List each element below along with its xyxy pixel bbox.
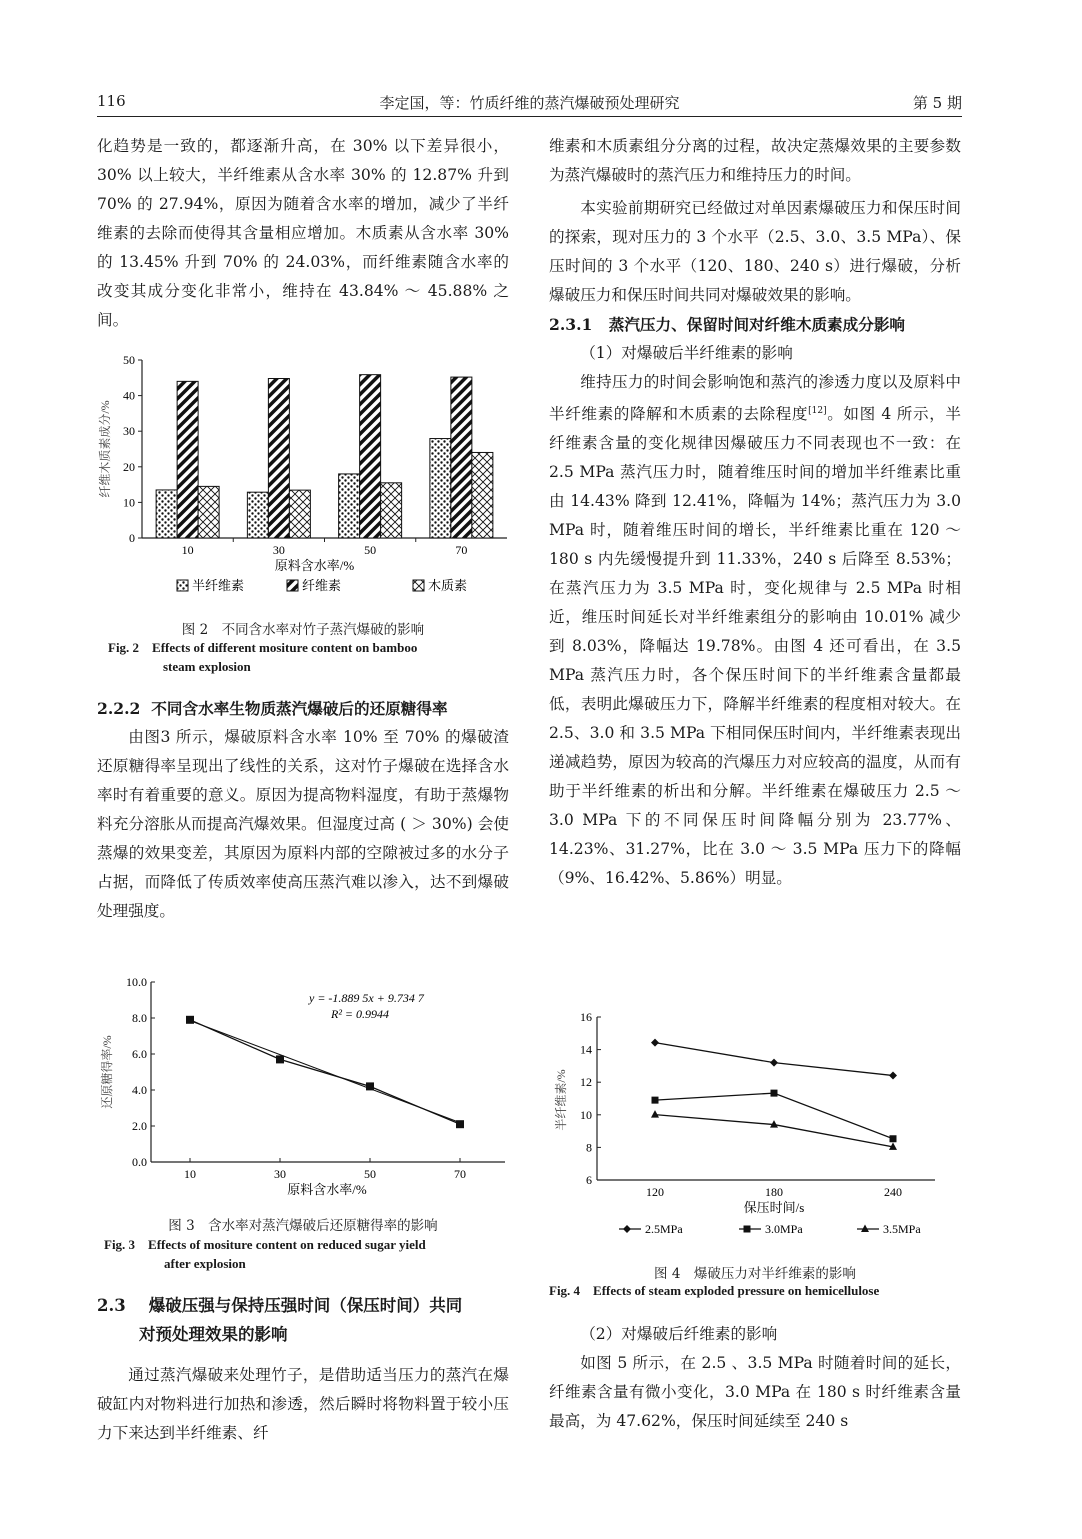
x-tick-label: 10 [184,1167,196,1181]
left-column-bottom [97,1291,509,1448]
data-point [889,1072,897,1080]
legend-label: 3.5MPa [883,1222,921,1236]
data-point [861,1225,869,1233]
y-tick-label: 0.0 [132,1155,147,1169]
issue-number: 第 5 期 [912,94,962,112]
x-tick-label: 70 [454,1167,466,1181]
x-tick-label: 50 [364,1167,376,1181]
y-tick-label: 12 [580,1075,592,1090]
data-point [623,1225,631,1233]
figure-3-caption-en [104,1235,426,1273]
paragraph: 化趋势是一致的，都逐渐升高，在 30% 以下差异很小，30% 以上较大，半纤维素从含水率 30% 的 12.87% 升到 70% 的 27.94%，原因为随着含水率的增加，减少了半纤维素的去除而使得其含量相应增加。木质素从含水率 30% 的 13.45% 升到 70% 的 24.03%，而纤维素随含水率的改变其成分变化非常小，维持在 43.84% ～ 45.88% 之间。 [97,137,509,329]
section-heading-2-3 [97,1291,509,1349]
x-tick-label: 240 [884,1185,902,1199]
bar [430,439,451,538]
figure-3-caption-cn: 图 3 含水率对蒸汽爆破后还原糖得率的影响 [168,1218,438,1234]
y-axis-label: 还原糖得率/% [100,1035,114,1109]
y-tick-label: 50 [123,353,135,367]
y-tick-label: 4.0 [132,1083,147,1097]
x-tick-label: 70 [455,543,468,557]
section-number: 2.3.1 [549,315,593,334]
bar [381,483,402,538]
bar [247,492,268,538]
paragraph: 维素和木质素组分分离的过程，故决定蒸爆效果的主要参数为蒸汽爆破时的蒸汽压力和维持压力的时间。 [549,137,961,184]
figure-4-caption-cn: 图 4 爆破压力对半纤维素的影响 [654,1266,856,1282]
legend-label: 木质素 [428,578,468,593]
y-tick-label: 2.0 [132,1119,147,1133]
data-point [771,1090,778,1097]
figure-3-line-chart [95,972,515,1202]
right-column-top [549,132,961,893]
x-tick-label: 50 [364,543,377,557]
section-title-cont: 对预处理效果的影响 [139,1325,288,1344]
y-tick-label: 6 [586,1173,592,1187]
data-point [651,1039,659,1047]
legend-swatch [177,580,188,591]
x-tick-label: 120 [646,1185,664,1199]
y-tick-label: 40 [123,388,135,403]
fit-line [190,1021,460,1123]
left-column-middle [97,694,509,926]
data-point [890,1135,897,1142]
x-tick-label: 30 [274,1167,286,1181]
bar [156,490,177,538]
figure-4-line-chart [549,1005,969,1255]
y-tick-label: 14 [580,1042,592,1057]
bar [289,490,310,538]
left-column-top [97,132,509,335]
x-tick-label: 10 [181,543,194,557]
caption-line: Fig. 3 Effects of mositure content on reduced sugar yield [104,1237,426,1252]
y-tick-label: 10 [123,495,135,510]
x-tick-label: 30 [272,543,285,557]
caption-line: after explosion [164,1256,246,1271]
y-tick-label: 6.0 [132,1047,147,1061]
data-point [770,1059,778,1067]
caption-line: steam explosion [163,659,251,674]
figure-2-bar-chart [95,350,515,600]
y-axis-label: 半纤维素/% [554,1069,568,1131]
x-tick-label: 180 [765,1185,783,1199]
y-tick-label: 10 [580,1107,592,1122]
section-heading-2-3-1 [549,310,961,339]
legend-swatch [413,580,424,591]
section-heading-2-2-2 [97,694,509,723]
data-point [186,1016,194,1024]
citation: [12] [808,406,827,416]
paragraph [549,368,961,893]
section-title: 不同含水率生物质蒸汽爆破后的还原糖得率 [151,699,448,718]
text-run: 维持压力的时间会影响饱和蒸汽的渗透力度以及原料中半纤维素的降解和木质素的去除程度 [549,373,961,424]
r-squared: R² = 0.9944 [331,1007,390,1021]
running-header [97,90,962,117]
legend-label: 3.0MPa [765,1222,803,1236]
bar [360,375,381,538]
subheading: （2）对爆破后纤维素的影响 [580,1325,778,1343]
right-column-bottom [549,1320,961,1436]
data-point [276,1055,284,1063]
paragraph: 本实验前期研究已经做过对单因素爆破压力和保压时间的探索，现对压力的 3 个水平（2.5、3.0、3.5 MPa）、保压时间的 3 个水平（120、180、240 s）进行爆破，分析爆破压力和保压时间共同对爆破效果的影响。 [549,199,961,304]
legend-label: 2.5MPa [645,1222,683,1236]
bar [268,379,289,538]
y-tick-label: 16 [580,1010,592,1024]
legend-label: 纤维素 [302,578,342,593]
y-tick-label: 0 [129,531,135,545]
x-axis-label: 原料含水率/% [287,1182,367,1197]
y-tick-label: 8.0 [132,1011,147,1025]
series-line [655,1115,893,1147]
figure-2-caption-cn: 图 2 不同含水率对竹子蒸汽爆破的影响 [181,622,425,638]
figure-2-caption-en [108,638,417,676]
section-title: 爆破压强与保持压强时间（保压时间）共同 [148,1296,463,1315]
caption-line: Fig. 2 Effects of different mositure content on bamboo [108,640,418,655]
running-title: 李定国，等：竹质纤维的蒸汽爆破预处理研究 [379,94,680,112]
subheading: （1）对爆破后半纤维素的影响 [580,344,793,362]
y-tick-label: 8 [586,1140,592,1155]
bar [472,452,493,538]
bar [451,377,472,538]
legend-label: 半纤维素 [192,578,245,593]
section-number: 2.3 [97,1296,126,1315]
data-point [652,1097,659,1104]
paragraph: 由图3 所示，爆破原料含水率 10% 至 70% 的爆破渣还原糖得率呈现出了线性的关系，这对竹子爆破在选择含水率时有着重要的意义。原因为提高物料湿度，有助于蒸爆物料充分溶胀从而提高汽爆效果。但湿度过高 ( ＞ 30%) 会使蒸爆的效果变差，其原因为原料内部的空隙被过多的水分子占据，而降低了传质效率使高压蒸汽难以渗入，达不到爆破处理强度。 [97,728,509,920]
fit-equation: y = -1.889 5x + 9.734 7 [309,991,424,1005]
section-title: 蒸汽压力、保留时间对纤维木质素成分影响 [608,315,906,334]
x-axis-label: 保压时间/s [743,1200,805,1215]
page-number: 116 [97,92,126,110]
paragraph: 通过蒸汽爆破来处理竹子，是借助适当压力的蒸汽在爆破缸内对物料进行加热和渗透，然后瞬时将物料置于较小压力下来达到半纤维素、纤 [97,1366,509,1442]
y-tick-label: 10.0 [126,975,147,989]
data-point [456,1120,464,1128]
y-tick-label: 20 [123,459,135,474]
legend-swatch [287,580,298,591]
paragraph: 如图 5 所示，在 2.5 、3.5 MPa 时随着时间的延长，纤维素含量有微小变化，3.0 MPa 在 180 s 时纤维素含量最高，为 47.62%，保压时间延续至 240 s [549,1354,961,1430]
text-run: 。如图 4 所示，半纤维素含量的变化规律因爆破压力不同表现也不一致：在 2.5 MPa 蒸汽压力时，随着维压时间的增加半纤维素比重由 14.43% 降到 12.41%，降幅为 14%；蒸汽压力为 3.0 MPa 时，随着维压时间的增长，半纤维素比重在 120 ～ 180 s 内先缓慢提升到 11.33%，240 s 后降至 8.53%；在蒸汽压力为 3.5 MPa 时，变化规律与 2.5 MPa 时相近，维压时间延长对半纤维素组分的影响由 10.01% 减少到 8.03%，降幅达 19.78%。由图 4 还可看出，在 3.5 MPa 蒸汽压力时，各个保压时间下的半纤维素含量都最低，表明此爆破压力下，降解半纤维素的程度相对较大。在 2.5、3.0 和 3.5 MPa 下相同保压时间内，半纤维素表现出递减趋势，原因为较高的汽爆压力对应较高的温度，从而有助于半纤维素的析出和分解。半纤维素在爆破压力 2.5 ～ 3.0 MPa 下的不同保压时间降幅分别为 23.77%、14.23%、31.27%，比在 3.0 ～ 3.5 MPa 压力下的降幅（9%、16.42%、5.86%）明显。 [549,405,961,888]
bar [339,474,360,538]
x-axis-label: 原料含水率/% [274,558,355,573]
bar [177,381,198,538]
data-point [366,1082,374,1090]
y-tick-label: 30 [123,424,135,439]
data-point [744,1226,751,1233]
bar [198,486,219,538]
section-number: 2.2.2 [97,699,141,718]
figure-4-caption-en: Fig. 4 Effects of steam exploded pressure on hemicellulose [549,1283,880,1298]
data-point [651,1110,659,1118]
y-axis-label: 纤维木质素成分/% [98,400,112,498]
series-line [655,1093,893,1139]
